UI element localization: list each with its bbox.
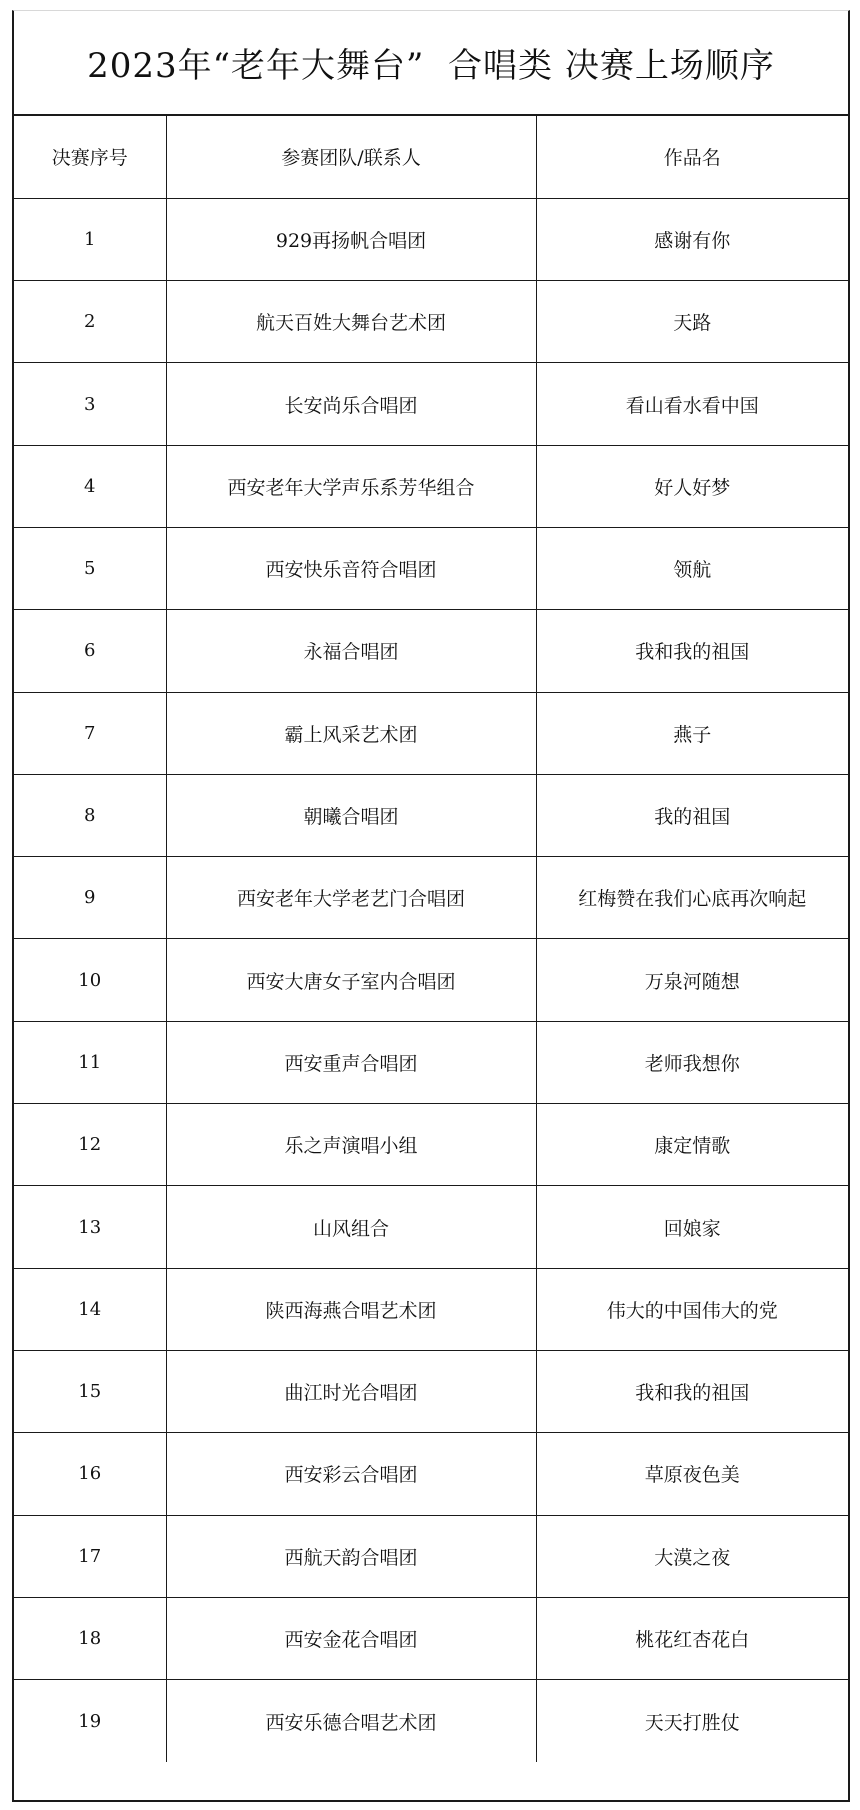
table-header-row (14, 116, 848, 198)
table-row (14, 1104, 848, 1186)
order-cell: 11 (14, 1021, 166, 1103)
table-row (14, 1268, 848, 1350)
table-row (14, 527, 848, 609)
table-row (14, 692, 848, 774)
order-cell: 18 (14, 1597, 166, 1679)
team-cell: 西安乐德合唱艺术团 (166, 1680, 536, 1762)
order-cell: 9 (14, 857, 166, 939)
work-cell: 我的祖国 (536, 774, 848, 856)
team-cell: 曲江时光合唱团 (166, 1350, 536, 1432)
order-cell: 15 (14, 1350, 166, 1432)
order-cell: 13 (14, 1186, 166, 1268)
team-cell: 乐之声演唱小组 (166, 1104, 536, 1186)
order-cell: 12 (14, 1104, 166, 1186)
team-cell: 陕西海燕合唱艺术团 (166, 1268, 536, 1350)
order-cell: 17 (14, 1515, 166, 1597)
work-cell: 康定情歌 (536, 1104, 848, 1186)
team-cell: 西安彩云合唱团 (166, 1433, 536, 1515)
order-cell: 3 (14, 363, 166, 445)
work-cell: 回娘家 (536, 1186, 848, 1268)
team-cell: 西安金花合唱团 (166, 1597, 536, 1679)
header-work: 作品名 (536, 116, 848, 198)
work-cell: 万泉河随想 (536, 939, 848, 1021)
table-body (14, 198, 848, 1762)
team-cell: 西安大唐女子室内合唱团 (166, 939, 536, 1021)
team-cell: 西安快乐音符合唱团 (166, 527, 536, 609)
team-cell: 霸上风采艺术团 (166, 692, 536, 774)
order-cell: 10 (14, 939, 166, 1021)
table-row (14, 363, 848, 445)
work-cell: 老师我想你 (536, 1021, 848, 1103)
table-row (14, 198, 848, 280)
order-cell: 8 (14, 774, 166, 856)
table-row (14, 1597, 848, 1679)
order-cell: 7 (14, 692, 166, 774)
table-row (14, 774, 848, 856)
work-cell: 桃花红杏花白 (536, 1597, 848, 1679)
order-cell: 1 (14, 198, 166, 280)
team-cell: 山风组合 (166, 1186, 536, 1268)
team-cell: 航天百姓大舞台艺术团 (166, 281, 536, 363)
work-cell: 领航 (536, 527, 848, 609)
work-cell: 看山看水看中国 (536, 363, 848, 445)
header-order: 决赛序号 (14, 116, 166, 198)
table-row (14, 939, 848, 1021)
header-team: 参赛团队/联系人 (166, 116, 536, 198)
table-row (14, 857, 848, 939)
team-cell: 929再扬帆合唱团 (166, 198, 536, 280)
table-row (14, 1350, 848, 1432)
work-cell: 好人好梦 (536, 445, 848, 527)
work-cell: 燕子 (536, 692, 848, 774)
work-cell: 红梅赞在我们心底再次响起 (536, 857, 848, 939)
table-row (14, 1680, 848, 1762)
team-cell: 西安老年大学声乐系芳华组合 (166, 445, 536, 527)
order-cell: 6 (14, 610, 166, 692)
order-cell: 5 (14, 527, 166, 609)
work-cell: 草原夜色美 (536, 1433, 848, 1515)
table-row (14, 281, 848, 363)
order-cell: 16 (14, 1433, 166, 1515)
order-cell: 19 (14, 1680, 166, 1762)
work-cell: 我和我的祖国 (536, 610, 848, 692)
team-cell: 西安重声合唱团 (166, 1021, 536, 1103)
table-row (14, 1515, 848, 1597)
team-cell: 西安老年大学老艺门合唱团 (166, 857, 536, 939)
work-cell: 伟大的中国伟大的党 (536, 1268, 848, 1350)
work-cell: 天路 (536, 281, 848, 363)
table-row (14, 445, 848, 527)
team-cell: 永福合唱团 (166, 610, 536, 692)
team-cell: 长安尚乐合唱团 (166, 363, 536, 445)
table-row (14, 1433, 848, 1515)
work-cell: 大漠之夜 (536, 1515, 848, 1597)
schedule-sheet (12, 10, 850, 1802)
order-cell: 14 (14, 1268, 166, 1350)
order-cell: 2 (14, 281, 166, 363)
table-row (14, 610, 848, 692)
work-cell: 天天打胜仗 (644, 1711, 740, 1734)
schedule-table (14, 116, 848, 1762)
order-cell: 4 (14, 445, 166, 527)
page-title: 2023年“老年大舞台” 合唱类 决赛上场顺序 (14, 11, 848, 116)
table-row (14, 1186, 848, 1268)
team-cell: 朝曦合唱团 (166, 774, 536, 856)
work-cell: 感谢有你 (536, 198, 848, 280)
table-row (14, 1021, 848, 1103)
work-cell: 我和我的祖国 (536, 1350, 848, 1432)
team-cell: 西航天韵合唱团 (166, 1515, 536, 1597)
